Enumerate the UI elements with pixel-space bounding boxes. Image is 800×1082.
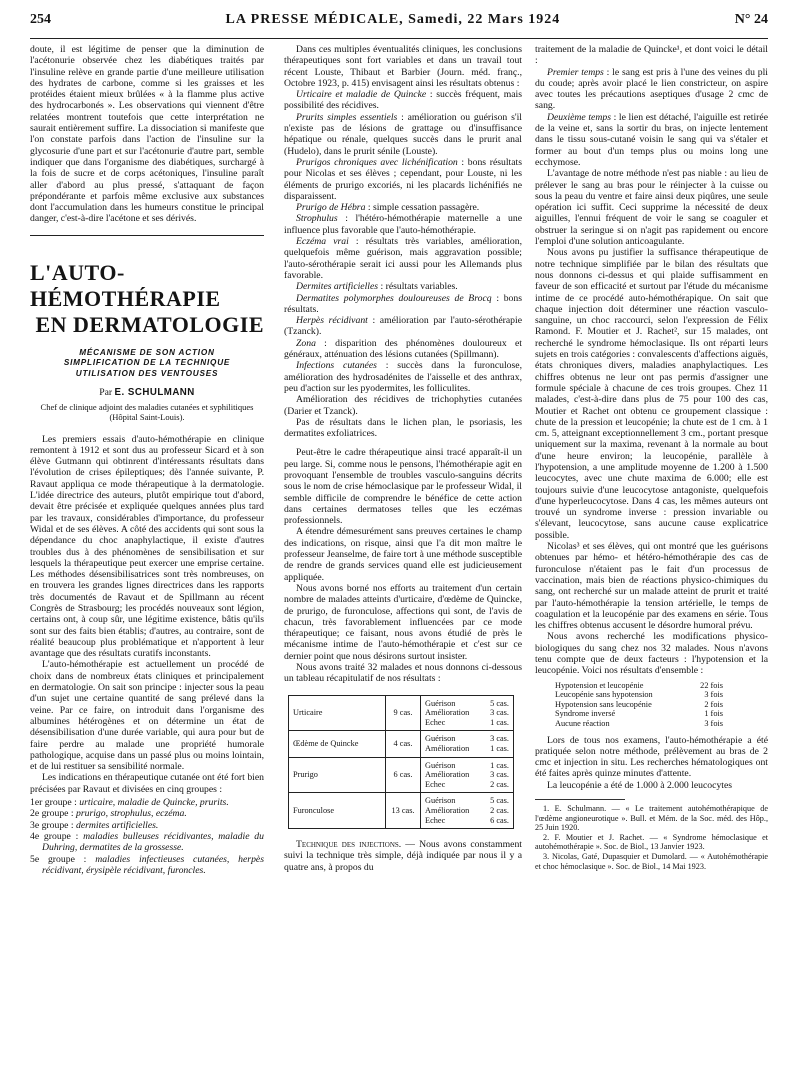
disease-cell: Œdème de Quincke [289,731,386,757]
group-item: 4e groupe : maladies bulleuses récidivantes, maladie du Duhring, dermatites de la grossesse. [30,830,264,854]
body-paragraph: traitement de la maladie de Quincke¹, et dont voici le détail : [535,44,768,67]
footnotes [535,804,768,871]
result-item: Zona : disparition des phénomènes douloureux et généraux, atténuation des lésions cutanées (Spillmann). [284,337,522,361]
results-table [288,695,514,830]
case-count-cell: 9 cas. [386,695,421,731]
result-item: Prurits simples essentiels : amélioration ou guérison s'il n'existe pas de lésions de grattage ou d'insuffisance hépatique ou rénale, quelques succès dans le prurit anal (Hudelo), dans le prurit sénile (Louste). [284,111,522,157]
byline [30,387,264,398]
body-paragraph: Les indications en thérapeutique cutanée ont été fort bien précisées par Ravaut et divisées en cinq groupes : [30,772,264,795]
body-paragraph: L'auto-hémothérapie est actuellement un procédé de choix dans de nombreux états cliniques et principalement en dermatologie. On sait son principe : injecter sous la peau d'un sujet une certaine quantité de sang prélevé dans la veine. Par ce faire, on introduit dans l'organisme des albumines hétérogènes et on détermine un état de désensibilisation d'une durée variable, qui aura pour but de faire perdre au malade une propriété humorale pathologique, acquise dans un passé plus ou moins lointain, et de lui restituer sa sensibilité normale. [30,659,264,773]
outcome-line: Amélioration 3 cas. [425,708,509,718]
body-paragraph: Peut-être le cadre thérapeutique ainsi tracé apparaît-il un peu large. Si, comme nous le pensons, l'hémothérapie agit en provoquant l'ensemble de troubles vasculo-sanguins décrits sous le nom de crise hémoclasique par le professeur Widal, il semble difficile de comprendre le bénéfice de cette action dans certaines dermatoses telles que les eczémas professionnels. [284,447,522,527]
technique-heading: Technique des injections. [296,839,402,851]
body-paragraph: Nous avons recherché les modifications physico-biologiques du sang chez nos 32 malades. Nous n'avons tenu compte que de deux facteurs : l'hypotension et la leucopénie. Voici nos résultats d'ensemble : [535,631,768,677]
group-item: 1er groupe : urticaire, maladie de Quincke, prurits. [30,797,229,809]
stat-row: Aucune réaction 3 fois [555,719,723,728]
result-item: Prurigos chroniques avec lichénification : bons résultats pour Nicolas et ses élèves ; cependant, pour Louste, ni les éléments de prurigo excoriés, ni les placards lichénifiés ne disparaissent. [284,156,522,202]
group-item: 2e groupe : prurigo, strophulus, eczéma. [30,808,187,820]
body-paragraph: Amélioration des récidives de trichophyties cutanées (Darier et Tzanck). [284,394,522,417]
author-affiliation: Chef de clinique adjoint des maladies cutanées et syphilitiques (Hôpital Saint-Louis). [40,401,254,422]
outcome-line: Echec 1 cas. [425,717,509,727]
outcome-line: Amélioration 2 cas. [425,805,509,815]
outcome-line: Amélioration 1 cas. [425,744,509,753]
subtitle-1: MÉCANISME DE SON ACTION [79,347,215,357]
article-title-line-2: EN DERMATOLOGIE [35,311,264,337]
table-row [289,695,514,731]
disease-cell: Urticaire [289,695,386,731]
body-paragraph: L'avantage de notre méthode n'est pas niable : au lieu de prélever le sang au bras pour le réinjecter à la cuisse ou sous la peau du ventre et faire ainsi deux piqûres, une seule opération ici suffit. Ceci supprime la nécessité de deux aiguilles, l'ennui fréquent de voir le sang se coaguler et obstruer la seringue si on n'agit pas rapidement ou encore l'emploi d'une solution anticoagulante. [535,168,768,248]
group-item: 3e groupe : dermites artificielles. [30,819,159,831]
footnote-divider [535,799,625,800]
outcome-cell [421,695,514,731]
group-item: 5e groupe : maladies infectieuses cutanées, herpès récidivant, érysipèle récidivant, furoncles. [30,853,264,876]
case-count-cell: 6 cas. [386,757,421,793]
body-paragraph: Nous avons pu justifier la suffisance thérapeutique de notre technique simplifiée par le bilan des résultats que nous donnons ci-dessus et qui plaide suffisamment en faveur de son efficacité et surtout par l'étude du mécanisme intime de ce procédé auto-hémothérapique. On sait que chaque injection doit déterminer une réaction vasculo-sanguine, un choc raccourci, selon l'expression de Félix Ramond. F. Moutier et J. Rachet², sur 15 malades, ont recherché le syndrome hémoclasique. Ils ont réparti leurs sujets en trois catégories : convalescents d'affections aiguës, états chroniques divers, maladies anaphylactiques. Les chiffres obtenus ne leur ont pas permis d'assigner une formule spéciale à chacune de ces trois groupes. Chez 11 malades, c'est-à-dire dans plus de 75 pour 100 des cas, Moutier et Rachet ont obtenu ce groupement classique : chute de la pression et leucopénie; la chute est de 1 cm. à 1 cm. 5, atteignant exceptionnellement 3 cm., portant presque uniquement sur la maxima, revenant à la normale au bout d'une heure environ; la leucopénie, parallèle à l'hypotension, a une amplitude moyenne de 1.200 à 1.500 leucocytes, avec une chute maxima de 6.000; elle est toujours suivie d'une leucocytose antagoniste, quelquefois d'une hyperleucocytose. Dans 4 cas, les mêmes auteurs ont trouvé un syndrome inverse : pression invariable ou s'élevant, leucocytose, sans aucune cause explicatrice possible. [535,247,768,541]
case-count-cell: 4 cas. [386,731,421,757]
article-title [30,260,264,338]
table-row [289,757,514,793]
article-subtitles [30,348,264,380]
outcome-cell [421,731,514,757]
subtitle-3: UTILISATION DES VENTOUSES [75,368,219,378]
disease-cell: Prurigo [289,757,386,793]
outcome-cell [421,793,514,829]
footnote: 2. F. Moutier et J. Rachet. — « Syndrome hémoclasique et autohémothérapie ». Soc. de Biol., 13 Janvier 1923. [535,832,768,852]
table-row [289,793,514,829]
case-count-cell: 13 cas. [386,793,421,829]
column-2 [284,44,522,873]
body-paragraph: A étendre démesurément sans preuves certaines le champ des indications, on risque, ainsi que l'a dit mon maître le professeur Jeanselme, de faire tort à une méthode susceptible de rendre de grands services quand elle est judicieusement appliquée. [284,526,522,583]
page-header [30,12,768,39]
subtitle-2: SIMPLIFICATION DE LA TECHNIQUE [63,358,231,368]
stat-row: Hypotension sans leucopénie 2 fois [555,699,723,709]
author-name: E. SCHULMANN [114,387,195,399]
body-paragraph: Pas de résultats dans le lichen plan, le psoriasis, les dermatites exfoliatrices. [284,416,522,440]
result-item: Herpès récidivant : amélioration par l'auto-sérothérapie (Tzanck). [284,315,522,338]
body-paragraph: Lors de tous nos examens, l'auto-hémothérapie a été pratiquée selon notre méthode, prélèvement au bras de 2 cmc et injection in situ. Les recherches hématologiques ont été faites après quinze minutes d'attente. [535,734,768,780]
result-item: Strophulus : l'hétéro-hémothérapie maternelle a une influence plus favorable que l'auto-hémothérapie. [284,213,522,236]
column-3 [535,44,768,871]
column-1 [30,44,264,876]
byline-prefix: Par [99,387,113,399]
result-item: Urticaire et maladie de Quincke : succès fréquent, mais possibilité des récidives. [284,89,522,112]
table-row [289,731,514,757]
body-paragraph: Nous avons traité 32 malades et nous donnons ci-dessous un tableau récapitulatif de nos résultats : [284,662,522,685]
technique-step-2: Deuxième temps : le lien est détaché, l'aiguille est retirée de la veine et, sans la sortir du bras, on injecte lentement dans le tissu sous-cutané voisin le sang qui va s'étaler et former au bout d'un temps plus ou moins long une ecchymose. [535,111,768,168]
outcome-line: Guérison 5 cas. [425,698,509,708]
page-number: 254 [30,12,51,27]
issue-number: N° 24 [734,12,768,27]
result-item: Prurigo de Hébra : simple cessation passagère. [296,202,480,214]
results-list [284,89,522,394]
journal-title: LA PRESSE MÉDICALE, Samedi, 22 Mars 1924 [225,12,561,27]
result-item: Eczéma vrai : résultats très variables, amélioration, quelquefois même guérison, mais aggravation possible; l'auto-sérothérapie serait ici aussi pour les Allemands plus favorable. [284,236,523,281]
body-paragraph: Dans ces multiples éventualités cliniques, les conclusions thérapeutiques sont fort variables et dans un travail tout récent Louste, Thibaut et Barbier (Journ. méd. franç., Octobre 1923, p. 415) envisagent ainsi les résultats obtenus : [284,44,522,89]
stat-row: Hypotension et leucopénie 22 fois [555,680,723,690]
technique-step-1: Premier temps : le sang est pris à l'une des veines du pli du coude; après avoir placé le lien constricteur, on aspire avec toutes les précautions aseptiques d'usage 2 cmc de sang. [535,66,768,112]
footnote: 3. Nicolas, Gaté, Dupasquier et Dumolard. — « Autohémothérapie et choc hémoclasique ». Soc. de Biol., 14 Mai 1923. [535,852,768,871]
stat-row: Syndrome inversé 1 fois [555,709,723,719]
disease-cell: Furonculose [289,793,386,829]
outcome-cell [421,757,514,793]
previous-article-ending: doute, il est légitime de penser que la diminution de l'acétonurie observée chez les diabétiques traités par l'insuline relève en grande partie d'une meilleure utilisation des hydrates de carbone, comme si les graisses et les protéides étaient mieux brûlées « à la flamme plus active des hydrocarbonés ». Les observations qui viennent d'être relatées montrent toutefois que cette interprétation ne saurait entièrement suffire. La dissociation si manifeste que l'on constate parfois dans l'action de l'insuline sur la glycosurie d'une part et sur l'acétonurie d'autre part, semble indiquer que dans l'organisme des diabétiques, surchargé à la fois de sucre et de corps acétoniques, l'insuline paraît aller d'abord au plus pressé, s'attaquant de façon prépondérante et parfois même exclusive aux substances dont l'accumulation dans les humeurs constitue le principal danger, c'est-à-dire l'acétone et ses dérivés. [30,44,264,225]
technique-paragraph: Technique des injections. — Nous avons constamment suivi la technique très simple, déjà indiquée par nous il y a quatre ans, à propos du [284,839,522,873]
result-item: Dermites artificielles : résultats variables. [296,281,458,293]
outcome-line: Guérison 5 cas. [425,796,509,806]
outcome-line: Amélioration 3 cas. [425,770,509,780]
body-paragraph: Nous avons borné nos efforts au traitement d'un certain nombre de malades atteints d'urticaire, d'œdème de Quincke, de prurigo, de furonculose, affections qui sont, de l'avis de chacun, très favorablement influencées par ce mode thérapeutique; ce faisant, nous avons étudié de près le mécanisme intime de l'auto-hémothérapie et c'est sur ce dernier point que nous désirons surtout insister. [284,582,522,662]
indication-groups [30,797,264,876]
body-paragraph: Les premiers essais d'auto-hémothérapie en clinique remontent à 1912 et sont dus au professeur Sicard et à son élève Gutmann qui obtinrent d'intéressants résultats dans l'évolution de crises épileptiques; dès l'année suivante, P. Ravaut appliqua ce mode thérapeutique à la dermatologie. L'idée directrice des auteurs, plutôt empirique tout d'abord, devait être précisée et expliquée quelques années plus tard par les travaux, considérables d'importance, du professeur Widal et de ses élèves. A côté des accidents qui sont sous la dépendance du choc anaphylactique, il existe d'autres troubles dus à des phénomènes de sensibilisation et sur lesquels la thérapeutique peut exercer une emprise certaine. Les méthodes désensibilisatrices sont très nombreuses, on en trouvera les grandes lignes directrices dans les rapports très documentés de Ravaut et de Spillmann au récent Congrès de Strasbourg; les procédés nouveaux sont légion, certains ont, à coup sûr, une légitime existence, bâtis qu'ils sont sur des faits bien établis; d'autres, au contraire, sont de réalité beaucoup plus problématique et n'apportent à leur avantage que des résultats curatifs inconstants. [30,433,264,660]
article-title-line-1: L'AUTO-HÉMOTHÉRAPIE [30,259,221,311]
body-paragraph: Nicolas³ et ses élèves, qui ont montré que les guérisons obtenues par hémo- et hétéro-hémothérapie des cas de furonculose n'étaient pas le fait d'un processus de vaccination, mais bien de réactions physico-chimiques du sang, ont recherché sur un malade atteint de prurit et traité par l'auto-hémothérapie la tension artérielle, le temps de coagulation et la leucopénie par des examens en série. Tous les chiffres obtenus accusent le désordre humoral prévu. [535,541,768,632]
stat-row: Leucopénie sans hypotension 3 fois [555,690,723,700]
result-item: Infections cutanées : succès dans la furonculose, amélioration des hydrosadénites de l'aisselle et des anthrax, peu d'action sur les pyodermites, les folliculites. [284,360,522,394]
outcome-line: Echec 2 cas. [425,779,509,789]
outcome-line: Echec 6 cas. [425,815,509,825]
result-item: Dermatites polymorphes douloureuses de Brocq : bons résultats. [284,292,522,315]
footnote: 1. E. Schulmann. — « Le traitement autohémothérapique de l'œdème angioneurotique ». Bull. et Mém. de la Soc. méd. des Hôp., 25 Juin 1920. [535,804,768,833]
outcome-line: Guérison 3 cas. [425,734,509,744]
results-summary-list [555,681,723,729]
outcome-line: Guérison 1 cas. [425,760,509,770]
body-paragraph: La leucopénie a été de 1.000 à 2.000 leucocytes [547,779,733,791]
article-divider [30,235,264,236]
